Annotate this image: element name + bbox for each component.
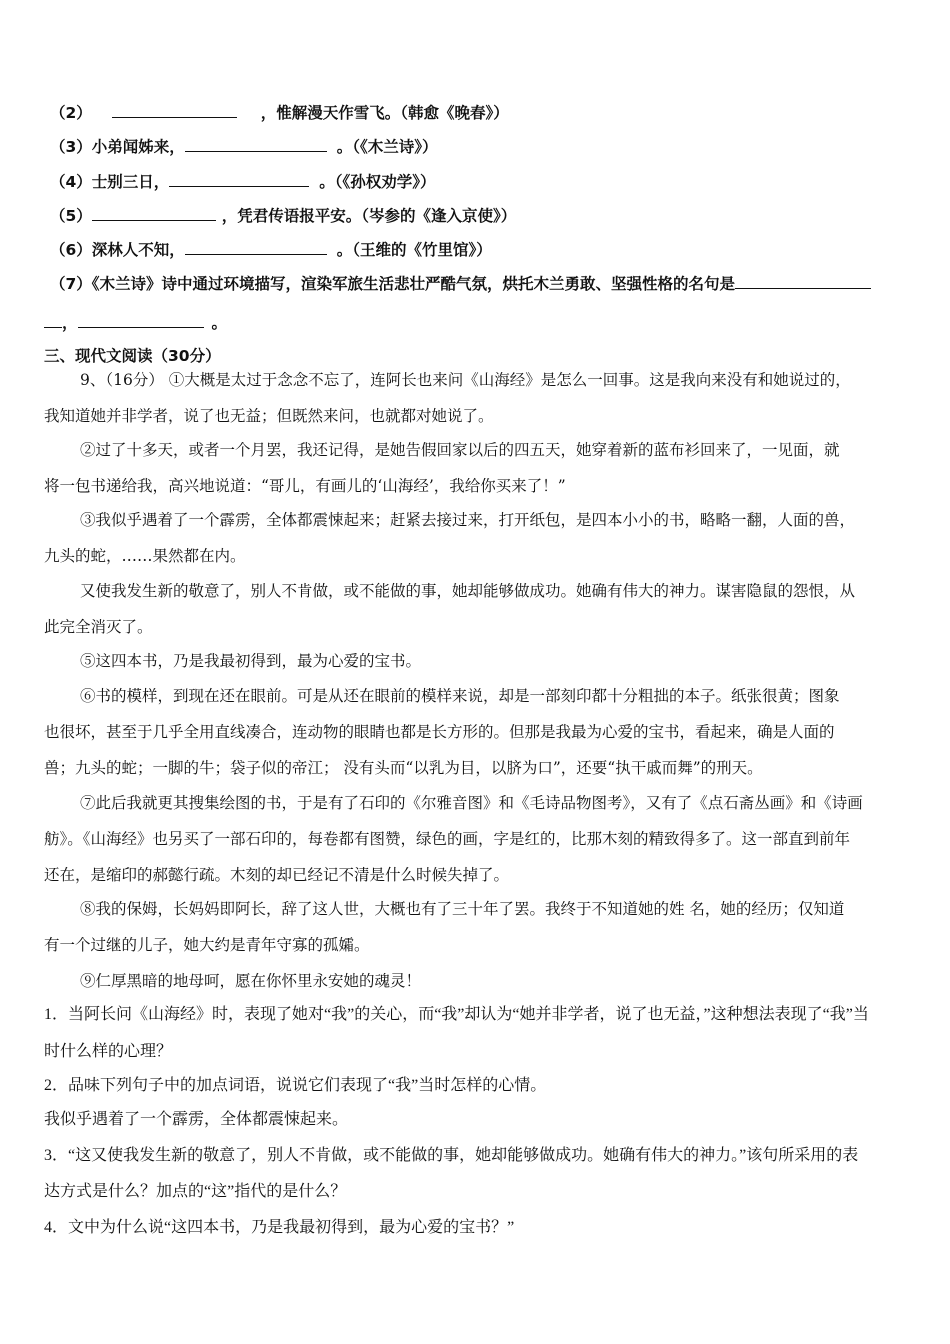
passage-line: 将一包书递给我，高兴地说道：“哥儿，有画儿的‘山海经’，我给你买来了！” [44,477,566,495]
item-text: （3）小弟闻姊来， [50,138,185,156]
item-text: 。（《木兰诗》） [336,138,438,156]
passage-line: 还在，是缩印的郝懿行疏。木刻的却已经记不清是什么时候失掉了。 [44,866,510,884]
question-line: 3．“这又使我发生新的敬意了，别人不肯做，或不能做的事，她却能够做成功。她确有伟大的神力。”该句所采用的表 [44,1147,859,1164]
item-text: （4）士别三日， [50,173,170,191]
fill-item-6 [50,238,492,261]
section-title: 三、现代文阅读（30分） [44,347,221,365]
passage-line: 此完全消灭了。 [44,618,153,636]
answer-blank[interactable] [185,135,327,152]
answer-blank[interactable] [92,204,216,221]
fill-item-5 [50,204,516,227]
passage-line: ⑦此后我就更其搜集绘图的书，于是有了石印的《尔雅音图》和《毛诗品物图考》，又有了《点石斋丛画》和《诗画 [80,794,863,812]
passage-line: 有一个过继的儿子，她大约是青年守寡的孤孀。 [44,936,370,954]
passage-line: 九头的蛇，……果然都在内。 [44,547,246,565]
answer-blank[interactable] [185,238,327,255]
passage-line: ⑤这四本书，乃是我最初得到，最为心爱的宝书。 [80,652,422,670]
passage-line: ⑥书的模样，到现在还在眼前。可是从还在眼前的模样来说，却是一部刻印都十分粗拙的本子。纸张很黄；图象 [80,687,840,705]
fill-item-2 [50,101,509,124]
passage-line: 也很坏，甚至于几乎全用直线凑合，连动物的眼睛也都是长方形的。但那是我最为心爱的宝书，看起来，确是人面的 [44,723,835,741]
item-separator: ， [62,314,78,332]
question-line: 我似乎遇着了一个霹雳，全体都震悚起来。 [44,1111,349,1128]
fill-item-4 [50,170,436,193]
item-number: （2） [50,104,92,122]
passage-line: ②过了十多天，或者一个月罢，我还记得，是她告假回家以后的四五天，她穿着新的蓝布衫回来了，一见面，就 [80,441,840,459]
item-text: 。（王维的《竹里馆》） [336,241,492,259]
item-text: ，惟解漫天作雪飞。（韩愈《晚春》） [260,104,509,122]
item-text: 。（《孙权劝学》） [319,173,436,191]
passage-line: 舫》。《山海经》也另买了一部石印的，每卷都有图赞，绿色的画，字是红的，比那木刻的精致得多了。这一部直到前年 [44,830,851,848]
answer-blank[interactable] [169,170,309,187]
answer-blank[interactable] [78,311,204,328]
item-number: （5） [50,207,92,225]
question-line: 2．品味下列句子中的加点词语，说说它们表现了“我”当时怎样的心情。 [44,1077,547,1094]
answer-blank[interactable] [735,272,871,289]
question-line: 达方式是什么？加点的“这”指代的是什么？ [44,1183,347,1200]
passage-line: 9、（16分） ①大概是太过于念念不忘了，连阿长也来问《山海经》是怎么一回事。这是我向来没有和她说过的， [80,371,851,389]
item-end: 。 [211,314,228,332]
answer-blank[interactable] [112,101,237,118]
passage-line: ③我似乎遇着了一个霹雳，全体都震悚起来；赶紧去接过来，打开纸包，是四本小小的书，略略一翻，人面的兽， [80,511,856,529]
answer-blank[interactable] [44,311,62,328]
passage-line: ⑨仁厚黑暗的地母呵，愿在你怀里永安她的魂灵！ [80,972,422,990]
item-text: （6）深林人不知， [50,241,185,259]
question-line: 4．文中为什么说“这四本书，乃是我最初得到，最为心爱的宝书？” [44,1219,515,1236]
fill-item-3 [50,135,438,158]
passage-line: 又使我发生新的敬意了，别人不肯做，或不能做的事，她却能够做成功。她确有伟大的神力。谋害隐鼠的怨恨，从 [80,582,856,600]
question-line: 时什么样的心理？ [44,1043,173,1060]
item-text: ，凭君传语报平安。（岑参的《逢入京使》） [221,207,517,225]
fill-item-7 [50,272,871,295]
passage-line: 兽；九头的蛇；一脚的牛；袋子似的帝江； 没有头而“以乳为目，以脐为口”，还要“执干戚而舞”的刑天。 [44,759,763,777]
fill-item-7-cont [44,311,227,334]
passage-line: ⑧我的保姆，长妈妈即阿长，辞了这人世，大概也有了三十年了罢。我终于不知道她的姓 名，她的经历；仅知道 [80,900,845,918]
question-line: 1．当阿长问《山海经》时，表现了她对“我”的关心，而“我”却认为“她并非学者，说了也无益，”这种想法表现了“我”当 [44,1006,869,1023]
passage-line: 我知道她并非学者，说了也无益；但既然来问，也就都对她说了。 [44,407,494,425]
item-text: （7）《木兰诗》诗中通过环境描写，渲染军旅生活悲壮严酷气氛，烘托木兰勇敢、坚强性格的名句是 [50,275,736,293]
